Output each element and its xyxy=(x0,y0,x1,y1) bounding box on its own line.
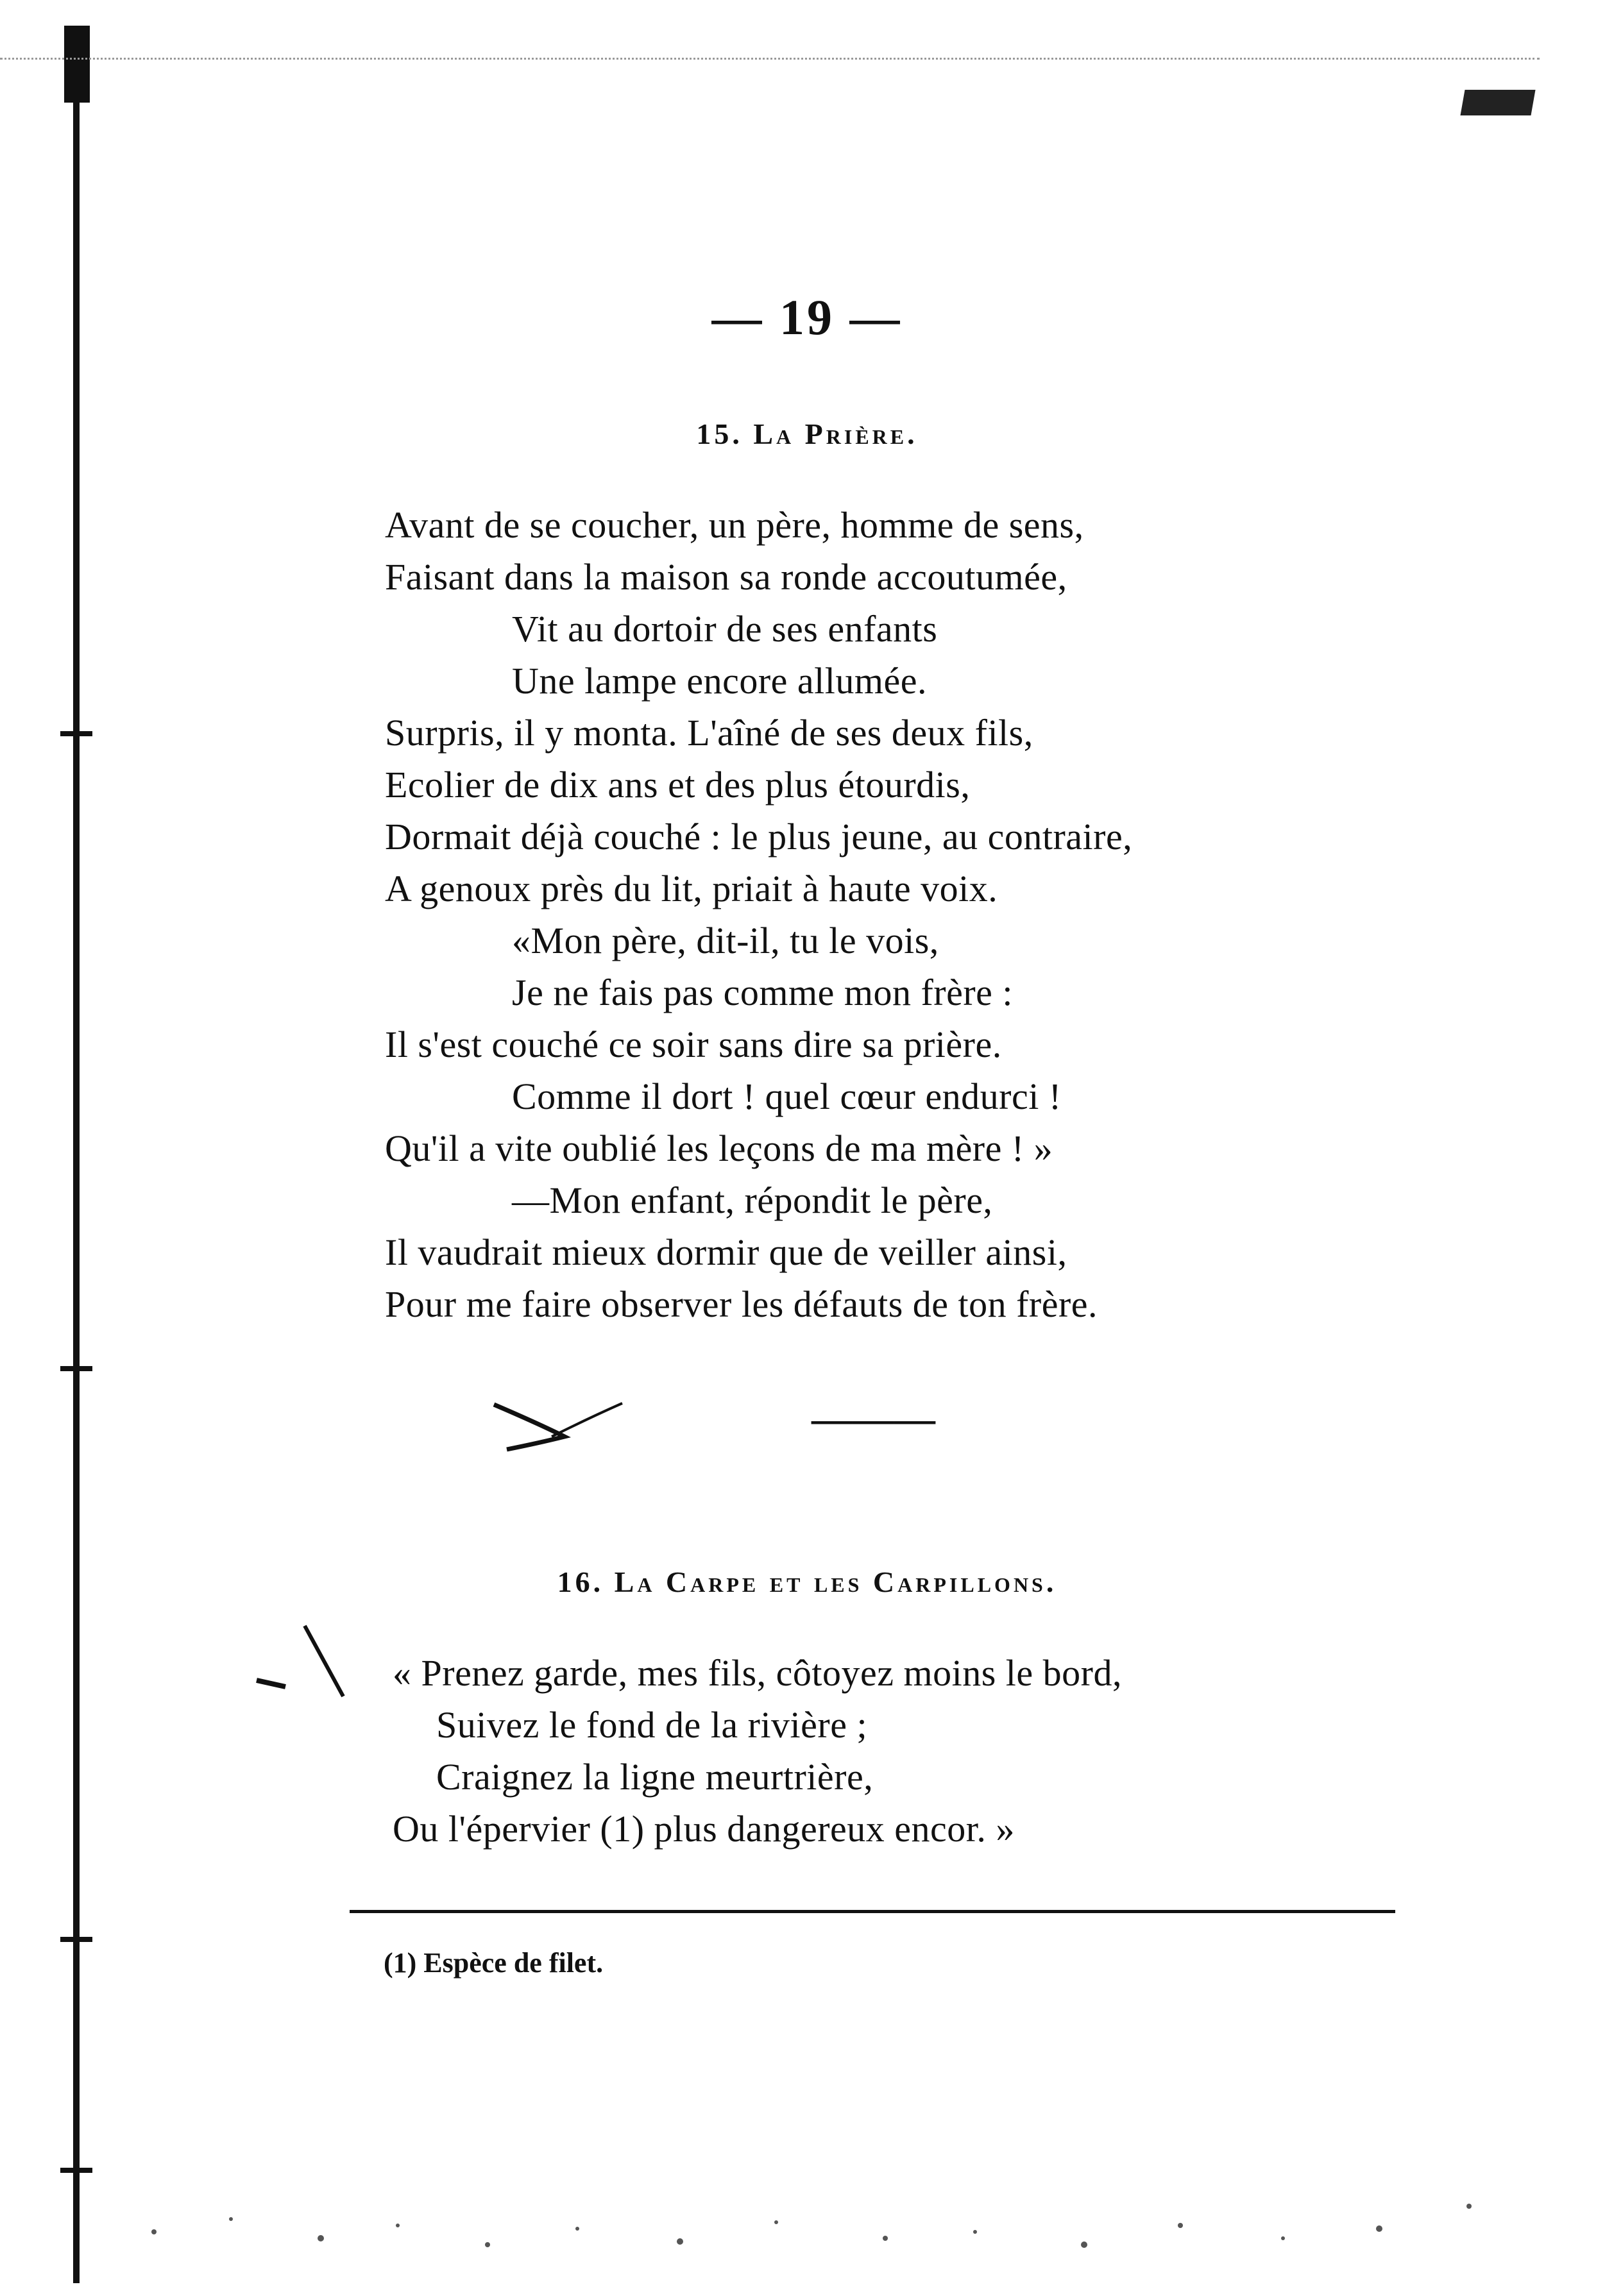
verse-line: Pour me faire observer les défauts de ton frère. xyxy=(385,1283,1098,1325)
binding-edge xyxy=(64,26,90,2283)
verse-line: « Prenez garde, mes fils, côtoyez moins le bord, xyxy=(393,1652,1122,1694)
verse-line: Faisant dans la maison sa ronde accoutumée, xyxy=(385,556,1067,598)
verse-line: Ou l'épervier (1) plus dangereux encor. » xyxy=(393,1808,1015,1850)
verse-line: Il s'est couché ce soir sans dire sa prière. xyxy=(385,1024,1002,1065)
verse-line: Craignez la ligne meurtrière, xyxy=(436,1756,874,1798)
verse-line: Dormait déjà couché : le plus jeune, au contraire, xyxy=(385,816,1133,857)
scan-dust-top xyxy=(0,58,1540,66)
verse-line: Qu'il a vite oublié les leçons de ma mère ! » xyxy=(385,1127,1053,1169)
footnote-rule xyxy=(350,1910,1395,1913)
poem-title-la-priere: 15. La Prière. xyxy=(696,418,918,450)
page-number: — 19 — xyxy=(711,289,903,345)
verse-line: Je ne fais pas comme mon frère : xyxy=(512,972,1013,1013)
verse-line: «Mon père, dit-il, tu le vois, xyxy=(512,920,939,961)
verse-line: Il vaudrait mieux dormir que de veiller ainsi, xyxy=(385,1231,1067,1273)
pen-mark xyxy=(253,1619,356,1722)
verse-line: —Mon enfant, répondit le père, xyxy=(512,1179,993,1221)
verse-line: Une lampe encore allumée. xyxy=(512,660,927,702)
scan-speckle-bottom xyxy=(128,2168,1508,2258)
scan-smudge xyxy=(1460,90,1535,115)
verse-line: Ecolier de dix ans et des plus étourdis, xyxy=(385,764,971,806)
pen-mark xyxy=(0,1379,1614,1456)
verse-line: Avant de se coucher, un père, homme de sens, xyxy=(385,504,1084,546)
verse-line: Surpris, il y monta. L'aîné de ses deux fils, xyxy=(385,712,1033,754)
verse-line: A genoux près du lit, priait à haute voix. xyxy=(385,868,998,909)
separator-dashes: ——— xyxy=(811,1396,936,1441)
verse-line: Comme il dort ! quel cœur endurci ! xyxy=(512,1076,1062,1117)
verse-line: Vit au dortoir de ses enfants xyxy=(512,608,938,650)
poem-title-la-carpe: 16. La Carpe et les Carpillons. xyxy=(557,1566,1057,1598)
footnote: (1) Espèce de filet. xyxy=(384,1947,604,1979)
verse-line: Suivez le fond de la rivière ; xyxy=(436,1704,868,1746)
section-separator xyxy=(0,1379,1614,1456)
